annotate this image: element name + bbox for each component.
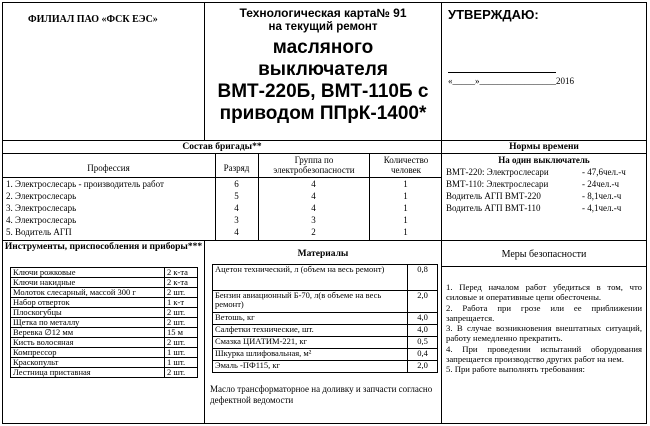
tools-row (11, 368, 198, 378)
tools-row (11, 318, 198, 328)
material-qty: 4,0 (408, 313, 438, 325)
crew-group: 3 (311, 215, 316, 225)
crew-title-divider (2, 153, 442, 154)
tools-row (11, 298, 198, 308)
safety-item: 1. Перед началом работ убедиться в том, что силовые и оперативные цепи обесточены. (446, 282, 642, 303)
crew-count: 1 (403, 227, 408, 237)
signature-line (448, 72, 556, 73)
material-row (213, 265, 438, 291)
tool-name: Щетка по металлу (11, 318, 165, 328)
tool-qty: 2 шт. (165, 338, 198, 348)
device-line-4: приводом ППрК-1400* (219, 103, 427, 124)
materials-note: Масло трансформаторное на доливку и запчасти согласно дефектной ведомости (210, 384, 433, 405)
tool-qty: 2 шт. (165, 288, 198, 298)
tool-name: Ключи накидные (11, 278, 165, 288)
time-norm-value: - 47,6чел.-ч (582, 167, 626, 177)
crew-count: 1 (403, 215, 408, 225)
approve-label: УТВЕРЖДАЮ: (448, 7, 539, 22)
material-qty: 0,5 (408, 337, 438, 349)
time-norm-row (446, 167, 644, 179)
tool-qty: 2 к-та (165, 268, 198, 278)
crew-row (2, 203, 442, 215)
tool-qty: 15 м (165, 328, 198, 338)
material-name: Шкурка шлифовальная, м² (213, 349, 408, 361)
material-qty: 2,0 (408, 291, 438, 313)
material-name: Эмаль -ПФ115, кг (213, 361, 408, 373)
crew-title: Состав бригады** (182, 142, 262, 152)
materials-table (212, 264, 438, 373)
safety-item: 4. При проведении испытаний оборудования запрещается производство других работ на нем. (446, 343, 642, 365)
material-name: Бензин авиационный Б-70, л(в объеме на весь ремонт) (213, 291, 408, 313)
tool-name: Набор отверток (11, 298, 165, 308)
safety-list (446, 282, 642, 375)
tool-name: Краскопульт (11, 358, 165, 368)
crew-row (2, 191, 442, 203)
crew-grade: 6 (234, 179, 239, 189)
crew-group: 4 (311, 179, 316, 189)
material-name: Ацетон технический, л (объем на весь ремонт) (213, 265, 408, 291)
crew-profession: 5. Водитель АГП (6, 227, 72, 237)
materials-title: Материалы (297, 249, 349, 259)
tool-qty: 2 шт. (165, 308, 198, 318)
card-subtitle: на текущий ремонт (268, 21, 378, 33)
crew-row (2, 179, 442, 191)
crew-profession: 3. Электрослесарь (6, 203, 77, 213)
tools-table (10, 267, 198, 378)
crew-header-group: Группа по электробезопасности (273, 155, 355, 175)
tools-row (11, 358, 198, 368)
material-qty: 0,4 (408, 349, 438, 361)
tools-row (11, 338, 198, 348)
material-qty: 0,8 (408, 265, 438, 291)
crew-count: 1 (403, 179, 408, 189)
safety-item: 5. При работе выполнять требования: (446, 364, 585, 375)
tool-qty: 2 к-та (165, 278, 198, 288)
crew-grade: 4 (234, 203, 239, 213)
tool-name: Плоскогубцы (11, 308, 165, 318)
tool-qty: 2 шт. (165, 368, 198, 378)
crew-header-divider (2, 177, 442, 178)
safety-title-divider (441, 266, 647, 267)
crew-grade: 4 (234, 227, 239, 237)
crew-header-grade: Разряд (223, 163, 250, 173)
safety-title: Меры безопасности (501, 249, 587, 260)
tools-row (11, 278, 198, 288)
time-norm-value: - 8,1чел.-ч (582, 191, 622, 201)
material-row (213, 349, 438, 361)
safety-item: 3. В случае возникновения внештатных ситуаций, работу немедленно прекратить. (446, 323, 642, 344)
tools-row (11, 288, 198, 298)
tool-name: Ключи рожковые (11, 268, 165, 278)
time-norm-label: ВМТ-220: Электрослесари (446, 167, 549, 177)
time-norm-row (446, 191, 644, 203)
material-row (213, 291, 438, 313)
time-norm-row (446, 203, 644, 215)
crew-profession: 1. Электрослесарь - производитель работ (6, 179, 164, 189)
time-norm-label: Водитель АГП ВМТ-220 (446, 191, 541, 201)
time-norms-divider (441, 153, 647, 154)
tool-qty: 1 шт. (165, 358, 198, 368)
tools-row (11, 328, 198, 338)
tools-row (11, 308, 198, 318)
material-row (213, 361, 438, 373)
crew-count: 1 (403, 203, 408, 213)
time-norm-value: - 4,1чел.-ч (582, 203, 622, 213)
tools-row (11, 268, 198, 278)
material-row (213, 325, 438, 337)
crew-group: 2 (311, 227, 316, 237)
time-norms-rows (446, 167, 644, 215)
material-row (213, 313, 438, 325)
crew-group: 4 (311, 191, 316, 201)
device-line-2: выключателя (258, 59, 388, 80)
branch-name: ФИЛИАЛ ПАО «ФСК ЕЭС» (28, 14, 158, 25)
tool-qty: 1 к-т (165, 298, 198, 308)
safety-item: 2. Работа при грозе или ее приближении запрещается. (446, 302, 642, 323)
crew-rows (2, 179, 442, 239)
crew-group: 4 (311, 203, 316, 213)
crew-header-profession: Профессия (87, 163, 130, 173)
crew-grade: 5 (234, 191, 239, 201)
crew-header-count: Количество человек (383, 155, 429, 175)
approve-date: «_____»_________________2016 (448, 76, 574, 86)
material-qty: 4,0 (408, 325, 438, 337)
material-row (213, 337, 438, 349)
time-norm-row (446, 179, 644, 191)
tool-name: Веревка ∅12 мм (11, 328, 165, 338)
tool-qty: 1 шт. (165, 348, 198, 358)
crew-count: 1 (403, 191, 408, 201)
device-line-3: ВМТ-220Б, ВМТ-110Б с (217, 81, 429, 102)
time-norms-title: Нормы времени (509, 142, 579, 152)
time-norm-label: ВМТ-110: Электрослесари (446, 179, 549, 189)
crew-grade: 3 (234, 215, 239, 225)
tool-name: Лестница приставная (11, 368, 165, 378)
crew-profession: 4. Электрослесарь (6, 215, 77, 225)
material-name: Салфетки технические, шт. (213, 325, 408, 337)
tool-qty: 2 шт. (165, 318, 198, 328)
material-name: Ветошь, кг (213, 313, 408, 325)
card-title: Технологическая карта№ 91 (239, 6, 407, 20)
crew-row (2, 215, 442, 227)
crew-row (2, 227, 442, 239)
tool-name: Компрессор (11, 348, 165, 358)
tools-row (11, 348, 198, 358)
tools-title: Инструменты, приспособления и приборы*** (4, 242, 203, 252)
device-line-1: масляного (272, 37, 374, 58)
material-name: Смазка ЦИАТИМ-221, кг (213, 337, 408, 349)
tool-name: Молоток слесарный, массой 300 г (11, 288, 165, 298)
crew-profession: 2. Электрослесарь (6, 191, 77, 201)
time-norms-subtitle: На один выключатель (498, 155, 590, 165)
time-norm-value: - 24чел.-ч (582, 179, 620, 189)
material-qty: 2,0 (408, 361, 438, 373)
time-norm-label: Водитель АГП ВМТ-110 (446, 203, 541, 213)
tool-name: Кисть волосяная (11, 338, 165, 348)
